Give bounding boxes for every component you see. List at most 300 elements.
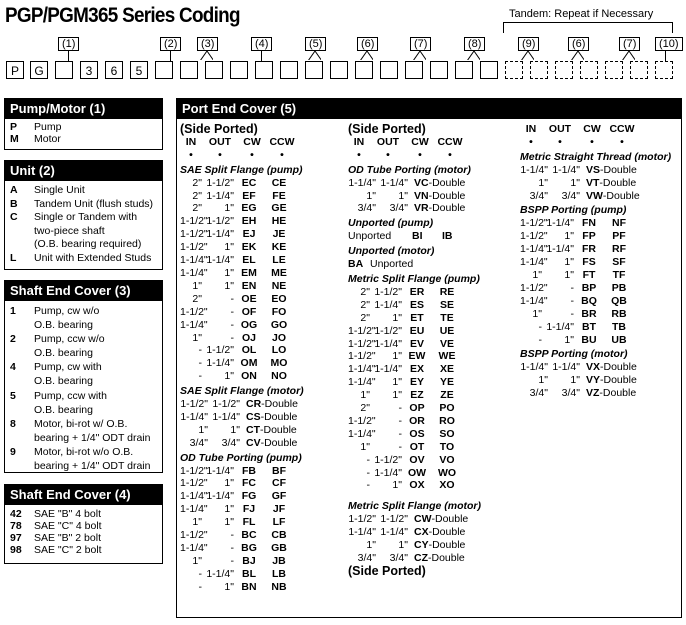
out-size: 1"	[392, 389, 402, 402]
out-size: 1-1/2"	[380, 513, 408, 526]
row-desc: (O.B. bearing required)	[34, 238, 142, 250]
ccw-code: MO	[270, 357, 288, 370]
section-title: BSPP Porting (motor)	[520, 348, 628, 361]
out-size: 1-1/4"	[206, 357, 234, 370]
cw-code: FJ	[242, 503, 256, 516]
in-size: 1"	[532, 268, 542, 281]
code-box	[430, 61, 448, 79]
row-desc: Pump	[34, 121, 62, 133]
in-size: 1-1/2"	[348, 337, 376, 350]
out-size: -	[570, 281, 574, 294]
in-size: 3/4"	[189, 436, 208, 449]
row-desc: Pump, cw w/o	[34, 305, 100, 317]
in-size: 1"	[532, 307, 542, 320]
out-size: 1-1/4"	[212, 410, 240, 423]
shaft-end-cover-4-panel	[4, 484, 163, 564]
in-size: -	[198, 567, 202, 580]
in-size: -	[538, 320, 542, 333]
out-size: -	[230, 331, 234, 344]
dot: •	[189, 148, 193, 161]
port-row-double	[348, 513, 518, 526]
port-row-double	[520, 164, 680, 177]
position-label: (6)	[568, 37, 589, 51]
ccw-code: GE	[271, 202, 287, 215]
tandem-label: Tandem: Repeat if Necessary	[509, 8, 654, 20]
port-row	[180, 228, 340, 241]
section-title: OD Tube Porting (motor)	[348, 163, 471, 176]
panel-row	[5, 360, 162, 374]
port-row	[180, 370, 340, 383]
cw-code: FC	[242, 477, 256, 490]
in-size: 2"	[360, 285, 370, 298]
ccw-code: KE	[271, 241, 287, 254]
ccw-code: YE	[439, 376, 454, 389]
out-size: 1"	[224, 516, 234, 529]
code-box	[405, 61, 423, 79]
in-size: 1-1/4"	[180, 318, 208, 331]
out-size: 1"	[224, 266, 234, 279]
ccw-code: LO	[271, 344, 287, 357]
position-pointer	[261, 50, 262, 61]
double-label: -Double	[260, 410, 298, 423]
in-size: 3/4"	[357, 202, 376, 215]
port-row-double	[348, 190, 518, 203]
ccw-code: UB	[611, 333, 627, 346]
cw-code: EX	[409, 363, 424, 376]
panel-row	[5, 346, 162, 360]
double-label: -Double	[428, 552, 465, 564]
dot: •	[558, 135, 562, 148]
ccw-code: NO	[271, 370, 287, 383]
port-row	[180, 293, 340, 306]
port-row	[180, 477, 340, 490]
in-size: 2"	[360, 402, 370, 415]
panel-row	[5, 389, 162, 403]
double-label: -Double	[428, 539, 466, 552]
ccw-code: TB	[612, 320, 626, 333]
port-row	[180, 202, 340, 215]
ccw-code: RE	[439, 285, 455, 298]
in-size: 1-1/4"	[348, 176, 376, 189]
out-size: 1-1/2"	[206, 176, 234, 189]
ccw-code: SE	[439, 298, 454, 311]
in-size: 1-1/4"	[348, 363, 376, 376]
ccw-code: QB	[611, 294, 627, 307]
cw-code: OT	[409, 440, 425, 453]
side-ported-label: (Side Ported)	[180, 122, 258, 136]
panel-row	[5, 544, 162, 556]
column-headers	[520, 123, 680, 136]
ccw-code: TO	[439, 440, 455, 453]
code: CS	[246, 410, 261, 423]
row-desc: bearing + 1/4" ODT drain	[34, 431, 151, 444]
port-row-double	[520, 190, 680, 203]
panel-heading: Shaft End Cover (3)	[5, 281, 162, 301]
position-label: (3)	[197, 37, 218, 51]
in-size: 1-1/4"	[180, 503, 208, 516]
panel-row	[5, 133, 162, 145]
cw-code: EC	[241, 176, 257, 189]
ccw-code: GB	[271, 542, 287, 554]
in-size: 1-1/4"	[520, 256, 548, 269]
out-size: 1-1/4"	[380, 176, 408, 189]
code-box	[55, 61, 73, 79]
section-title: Unported (pump)	[348, 217, 434, 230]
double-label: -Double	[600, 374, 637, 387]
port-row	[180, 306, 340, 319]
port-row-double	[520, 387, 680, 400]
unit-panel	[4, 160, 163, 270]
dot: •	[386, 148, 390, 161]
out-size: -	[398, 440, 402, 453]
out-size: 1-1/2"	[206, 215, 234, 228]
out-size: 1"	[224, 580, 234, 593]
code-box	[305, 61, 323, 79]
port-row	[180, 190, 340, 203]
tandem-bracket	[503, 22, 673, 33]
in-size: 1-1/4"	[348, 376, 376, 389]
in-size: 1-1/2"	[180, 228, 208, 241]
panel-row	[5, 459, 162, 473]
in-size: 1-1/4"	[180, 254, 208, 267]
port-row	[180, 332, 340, 345]
out-size: 1"	[392, 479, 402, 492]
in-size: 1-1/4"	[348, 427, 376, 440]
port-row-double	[348, 526, 518, 539]
ccw-code: WE	[438, 350, 456, 363]
section-title: Unported (motor)	[348, 245, 435, 258]
ccw-code: NE	[271, 279, 287, 292]
code: VC	[414, 176, 429, 189]
unported-pump-row	[348, 230, 518, 243]
section-title: SAE Split Flange (pump)	[180, 163, 303, 176]
port-row	[348, 467, 518, 480]
code: VR	[414, 202, 429, 215]
in-size: 1"	[538, 176, 548, 189]
in-size: 1-1/2"	[348, 324, 376, 337]
port-row-double	[348, 539, 518, 552]
row-code: P	[10, 121, 18, 133]
in-size: 1-1/2"	[180, 529, 208, 542]
code-box: 3	[80, 61, 98, 79]
port-column-1	[180, 123, 340, 594]
cw-code: EW	[408, 350, 426, 363]
code: CX	[414, 526, 429, 539]
column-header: CCW	[437, 135, 463, 148]
cw-code: FR	[582, 243, 596, 256]
cw-code: BN	[241, 580, 257, 593]
port-row	[520, 243, 680, 256]
out-size: 1-1/4"	[552, 361, 580, 374]
column-header: IN	[525, 123, 537, 135]
cw-code: EM	[241, 266, 257, 279]
row-code: 1	[10, 305, 16, 317]
code-box	[230, 61, 248, 79]
column-dots	[348, 149, 518, 162]
in-size: 1-1/4"	[180, 490, 208, 503]
code-box	[255, 61, 273, 79]
out-size: 1-1/4"	[546, 320, 574, 333]
pump-motor-panel	[4, 98, 163, 150]
position-label: (9)	[518, 37, 539, 51]
in-size: 1-1/2"	[180, 398, 208, 411]
out-size: 3/4"	[389, 202, 408, 215]
in-size: 1-1/2"	[180, 241, 208, 254]
row-code: 78	[10, 520, 22, 532]
out-size: 1"	[224, 202, 234, 215]
section-title: SAE Split Flange (motor)	[180, 385, 304, 398]
position-label: (7)	[619, 37, 640, 51]
ccw-code: BF	[272, 464, 286, 477]
out-size: -	[230, 292, 234, 305]
out-size: 1-1/4"	[206, 490, 234, 503]
dot: •	[620, 135, 624, 148]
out-size: 1-1/4"	[374, 466, 402, 479]
column-header: IN	[353, 135, 365, 148]
position-label: (2)	[160, 37, 181, 51]
panel-row	[5, 445, 162, 459]
double-label: -Double	[599, 387, 637, 400]
column-header: CW	[411, 135, 429, 148]
panel-row	[5, 225, 162, 239]
ccw-code: EO	[271, 292, 287, 305]
ccw-code: VO	[439, 453, 455, 466]
cw-code: ON	[241, 370, 257, 383]
ccw-code: JE	[272, 228, 286, 241]
cw-code: BP	[581, 281, 597, 294]
code-box	[480, 61, 498, 79]
position-pointer	[621, 50, 635, 60]
double-label: -Double	[260, 423, 297, 436]
port-row	[180, 542, 340, 555]
in-size: 1"	[192, 516, 202, 529]
position-pointer	[520, 50, 534, 60]
out-size: 1"	[392, 376, 402, 389]
port-row	[180, 241, 340, 254]
section-title: OD Tube Porting (pump)	[180, 451, 302, 464]
cw-code: BU	[581, 333, 597, 346]
cw-code: OG	[240, 318, 258, 331]
code: CY	[414, 539, 429, 552]
cw-code: EG	[241, 202, 257, 215]
code-box: 5	[130, 61, 148, 79]
in-size: -	[198, 357, 202, 370]
port-column-3	[520, 123, 680, 400]
cw-code: EN	[241, 279, 257, 292]
out-size: 1-1/4"	[206, 567, 234, 580]
cw-code: OR	[409, 414, 425, 427]
position-pointer	[307, 50, 321, 60]
out-size: 1-1/2"	[374, 324, 402, 337]
port-row	[520, 308, 680, 321]
double-label: -Double	[431, 513, 469, 526]
row-code: L	[10, 251, 17, 264]
row-code	[10, 374, 34, 388]
panel-row	[5, 508, 162, 520]
code: VY	[586, 374, 601, 387]
row-desc: SAE "B" 2 bolt	[34, 532, 101, 544]
double-label: -Double	[428, 202, 466, 215]
in-size: 3/4"	[529, 189, 548, 202]
row-desc: Unit with Extended Studs	[34, 251, 152, 264]
panel-heading: Shaft End Cover (4)	[5, 485, 162, 505]
ccw-code: SF	[612, 256, 626, 269]
row-desc: Pump, cw with	[34, 361, 102, 374]
code: CV	[246, 436, 261, 449]
position-label: (10)	[655, 37, 683, 51]
row-desc: bearing + 1/4" ODT drain	[34, 460, 151, 473]
port-column-2	[348, 123, 518, 578]
ccw-code: VE	[439, 337, 454, 350]
cw-code: BG	[241, 542, 257, 554]
dot: •	[218, 148, 222, 161]
cw-code: FN	[582, 217, 596, 230]
out-size: 1"	[570, 374, 580, 387]
panel-row	[5, 304, 162, 318]
in-size: 1"	[192, 279, 202, 292]
unported-motor-row	[348, 258, 518, 271]
in-size: 1-1/4"	[520, 163, 548, 176]
cw-code: OW	[407, 466, 427, 479]
port-row	[180, 568, 340, 581]
ccw-code: SO	[439, 427, 455, 440]
in-size: 2"	[192, 176, 202, 189]
position-label: (4)	[251, 37, 272, 51]
panel-row	[5, 332, 162, 346]
code: CZ	[414, 552, 428, 564]
row-code	[10, 431, 34, 445]
in-size: 1-1/4"	[180, 542, 208, 554]
out-size: 1-1/4"	[552, 163, 580, 176]
ccw-code: NF	[612, 217, 626, 230]
out-size: -	[398, 427, 402, 440]
ccw-code: FO	[271, 305, 287, 318]
code: VX	[586, 361, 601, 374]
column-header: IN	[185, 135, 197, 148]
port-row-double	[180, 398, 340, 411]
unported-text: Unported	[348, 230, 392, 243]
port-row-double	[348, 202, 518, 215]
in-size: 3/4"	[357, 552, 376, 564]
ccw-code: PF	[612, 230, 626, 243]
out-size: -	[398, 402, 402, 415]
dot: •	[418, 148, 422, 161]
panel-row	[5, 198, 162, 212]
cw-code: FT	[582, 268, 596, 281]
page-title: PGP/PGM365 Series Coding	[5, 4, 240, 27]
row-code: 42	[10, 508, 22, 520]
cw-code: EH	[241, 215, 257, 228]
ccw-code: IB	[442, 230, 453, 243]
ccw-code: LF	[272, 516, 286, 529]
port-row	[520, 295, 680, 308]
unported-text: Unported	[370, 258, 414, 271]
port-row	[520, 230, 680, 243]
in-size: 1-1/2"	[180, 305, 208, 318]
out-size: 1-1/4"	[546, 217, 574, 230]
ccw-code: CB	[271, 529, 287, 542]
code-box	[580, 61, 598, 79]
code: VW	[586, 189, 603, 202]
row-desc: SAE "C" 4 bolt	[34, 520, 102, 532]
cw-code: FS	[582, 256, 596, 269]
port-row	[180, 581, 340, 594]
port-row	[180, 490, 340, 503]
out-size: 1"	[570, 176, 580, 189]
cw-code: BT	[582, 320, 596, 333]
port-row	[180, 267, 340, 280]
code-box	[380, 61, 398, 79]
row-desc: Single or Tandem with	[34, 211, 138, 223]
out-size: -	[230, 318, 234, 331]
row-code	[10, 403, 34, 417]
code-box: G	[30, 61, 48, 79]
side-ported-label: (Side Ported)	[348, 122, 426, 136]
code: VZ	[586, 387, 600, 400]
double-label: -Double	[599, 176, 637, 189]
column-header: OUT	[548, 123, 572, 135]
ccw-code: HE	[271, 215, 287, 228]
out-size: 3/4"	[221, 436, 240, 449]
out-size: 1-1/2"	[374, 453, 402, 466]
in-size: 1-1/2"	[180, 215, 208, 228]
row-desc: two-piece shaft	[34, 224, 105, 237]
out-size: 1"	[564, 333, 574, 346]
out-size: 1"	[392, 311, 402, 324]
column-header: OUT	[208, 135, 232, 148]
code-box	[155, 61, 173, 79]
position-pointer	[665, 50, 666, 61]
ccw-code: ME	[271, 266, 287, 279]
panel-row	[5, 211, 162, 225]
panel-row	[5, 252, 162, 266]
port-row	[348, 286, 518, 299]
ccw-code: PO	[439, 402, 455, 415]
ccw-code: XE	[439, 363, 454, 376]
dot: •	[590, 135, 594, 148]
ccw-code: RO	[439, 414, 455, 427]
cw-code: OL	[241, 344, 257, 357]
shaft-end-cover-3-panel	[4, 280, 163, 473]
port-row	[180, 465, 340, 478]
port-row	[348, 479, 518, 492]
port-row	[520, 334, 680, 347]
in-size: 2"	[192, 189, 202, 202]
cw-code: BC	[241, 529, 257, 542]
out-size: 1-1/4"	[380, 526, 408, 539]
ccw-code: CE	[271, 176, 287, 189]
row-desc: Pump, ccw with	[34, 389, 107, 402]
cw-code: ES	[409, 298, 424, 311]
row-desc: SAE "C" 2 bolt	[34, 544, 102, 556]
panel-row	[5, 417, 162, 431]
ccw-code: WO	[437, 466, 457, 479]
row-code: 9	[10, 445, 16, 458]
cw-code: EJ	[242, 228, 256, 241]
row-code	[10, 225, 34, 239]
out-size: 1-1/4"	[206, 254, 234, 267]
ccw-code: GF	[271, 490, 287, 503]
panel-row	[5, 532, 162, 544]
cw-code: OF	[241, 305, 257, 318]
cw-code: BR	[581, 307, 597, 320]
out-size: 1"	[224, 370, 234, 383]
ccw-code: NB	[271, 580, 287, 593]
cw-code: EK	[241, 241, 257, 254]
panel-heading: Port End Cover (5)	[177, 99, 681, 119]
out-size: 1"	[564, 230, 574, 243]
row-desc: O.B. bearing	[34, 347, 93, 360]
